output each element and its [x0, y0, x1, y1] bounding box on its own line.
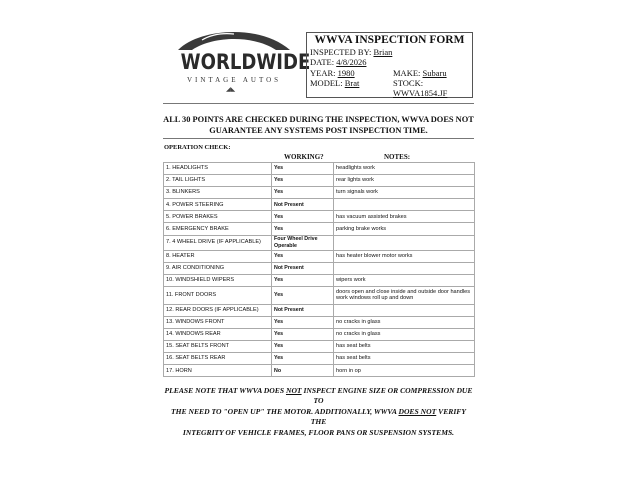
item-cell: 1. HEADLIGHTS	[164, 163, 272, 174]
stock-label-line	[393, 78, 423, 88]
operation-check-heading: OPERATION CHECK:	[164, 144, 231, 151]
working-cell: Yes	[272, 175, 334, 186]
table-row	[164, 305, 475, 317]
working-cell: Yes	[272, 187, 334, 198]
year-label: YEAR:	[310, 68, 336, 78]
model-value: Brat	[344, 78, 360, 88]
working-cell: Not Present	[272, 199, 334, 210]
footnote-text: INSPECT ENGINE SIZE OR COMPRESSION DUE TO	[301, 386, 473, 406]
item-cell: 17. HORN	[164, 365, 272, 376]
notes-cell: turn signals work	[334, 187, 475, 198]
working-cell: Yes	[272, 353, 334, 364]
notes-cell: no cracks in glass	[334, 329, 475, 340]
item-cell: 13. WINDOWS FRONT	[164, 317, 272, 328]
item-cell: 5. POWER BRAKES	[164, 211, 272, 222]
logo-flag-marks: ◢◣	[226, 87, 236, 93]
disclaimer-footnote	[163, 386, 474, 438]
table-row	[164, 236, 475, 251]
footnote-text: PLEASE NOTE THAT WWVA DOES	[164, 386, 286, 395]
divider-middle	[163, 138, 474, 139]
model-label: MODEL:	[310, 78, 343, 88]
date-value: 4/8/2026	[336, 57, 367, 67]
table-row	[164, 263, 475, 275]
working-cell: Not Present	[272, 305, 334, 316]
footnote-text: THE NEED TO "OPEN UP" THE MOTOR. ADDITIONALLY, WWVA	[170, 406, 399, 416]
item-cell: 7. 4 WHEEL DRIVE (IF APPLICABLE)	[164, 236, 272, 250]
item-cell: 8. HEATER	[164, 251, 272, 262]
working-cell: No	[272, 365, 334, 376]
working-cell: Yes	[272, 275, 334, 286]
notes-cell: headlights work	[334, 163, 475, 174]
notes-cell	[334, 305, 475, 316]
item-cell: 9. AIR CONDITIONING	[164, 263, 272, 274]
table-row	[164, 175, 475, 187]
item-cell: 16. SEAT BELTS REAR	[164, 353, 272, 364]
notes-cell	[334, 236, 475, 250]
item-cell: 3. BLINKERS	[164, 187, 272, 198]
inspected-by-label: INSPECTED BY:	[310, 47, 372, 57]
working-cell: Yes	[272, 163, 334, 174]
model-line	[310, 78, 359, 88]
working-column-header: WORKING?	[284, 153, 324, 161]
working-cell: Yes	[272, 223, 334, 234]
table-row	[164, 353, 475, 365]
inspection-notice	[163, 114, 474, 136]
notes-cell: no cracks in glass	[334, 317, 475, 328]
item-cell: 15. SEAT BELTS FRONT	[164, 341, 272, 352]
divider-top	[163, 103, 474, 104]
table-row	[164, 187, 475, 199]
make-value: Subaru	[422, 68, 447, 78]
year-line	[310, 68, 355, 78]
date-label: DATE:	[310, 57, 335, 67]
notes-cell: doors open and close inside and outside door handles work windows roll up and down	[334, 287, 475, 304]
table-row	[164, 275, 475, 287]
table-row	[164, 329, 475, 341]
table-row	[164, 317, 475, 329]
operation-check-table	[163, 162, 475, 377]
notes-cell: has seat belts	[334, 353, 475, 364]
table-row	[164, 199, 475, 211]
table-row	[164, 287, 475, 305]
table-row	[164, 341, 475, 353]
stock-value-line	[393, 88, 447, 98]
footnote-line-3: INTEGRITY OF VEHICLE FRAMES, FLOOR PANS OR SUSPENSION SYSTEMS.	[182, 427, 455, 437]
logo-wordmark: WORLDWIDE	[180, 50, 311, 74]
notes-cell: rear lights work	[334, 175, 475, 186]
item-cell: 2. TAIL LIGHTS	[164, 175, 272, 186]
footnote-line-2	[163, 407, 474, 428]
item-cell: 4. POWER STEERING	[164, 199, 272, 210]
notes-cell: parking brake works	[334, 223, 475, 234]
make-label: MAKE:	[393, 68, 421, 78]
notice-line-2: GUARANTEE ANY SYSTEMS POST INSPECTION TIME.	[209, 126, 428, 135]
notes-cell: wipers work	[334, 275, 475, 286]
company-logo	[172, 28, 311, 94]
notes-cell: horn in op	[334, 365, 475, 376]
working-cell: Yes	[272, 211, 334, 222]
working-cell: Yes	[272, 329, 334, 340]
date-line	[310, 57, 366, 67]
table-row	[164, 251, 475, 263]
stock-value: WWVA1854.JF	[393, 88, 448, 98]
working-cell: Four Wheel Drive Operable	[272, 236, 334, 250]
item-cell: 11. FRONT DOORS	[164, 287, 272, 304]
make-line	[393, 68, 447, 78]
item-cell: 6. EMERGENCY BRAKE	[164, 223, 272, 234]
table-row	[164, 365, 475, 377]
working-cell: Yes	[272, 287, 334, 304]
footnote-emphasis: DOES NOT	[398, 406, 437, 416]
table-row	[164, 163, 475, 175]
notes-cell: has heater blower motor works	[334, 251, 475, 262]
stock-label: STOCK:	[393, 78, 424, 88]
logo-tagline: VINTAGE AUTOS	[186, 76, 282, 84]
working-cell: Yes	[272, 317, 334, 328]
working-cell: Yes	[272, 341, 334, 352]
footnote-line-1	[163, 386, 474, 407]
notes-column-header: NOTES:	[384, 153, 411, 161]
footnote-emphasis: NOT	[285, 386, 302, 395]
notes-cell: has vacuum assisted brakes	[334, 211, 475, 222]
notes-cell	[334, 263, 475, 274]
notice-line-1: ALL 30 POINTS ARE CHECKED DURING THE INSPECTION, WWVA DOES NOT	[163, 115, 474, 124]
item-cell: 14. WINDOWS REAR	[164, 329, 272, 340]
working-cell: Not Present	[272, 263, 334, 274]
table-row	[164, 223, 475, 235]
notes-cell	[334, 199, 475, 210]
inspected-by-line	[310, 47, 392, 57]
year-value: 1980	[337, 68, 355, 78]
notes-cell: has seat belts	[334, 341, 475, 352]
form-title: WWVA INSPECTION FORM	[314, 34, 465, 46]
item-cell: 10. WINDSHIELD WIPERS	[164, 275, 272, 286]
item-cell: 12. REAR DOORS (IF APPLICABLE)	[164, 305, 272, 316]
footnote-text: VERIFY THE	[310, 406, 466, 427]
working-cell: Yes	[272, 251, 334, 262]
inspection-info-box	[306, 32, 473, 98]
inspected-by-value: Brian	[373, 47, 393, 57]
table-row	[164, 211, 475, 223]
